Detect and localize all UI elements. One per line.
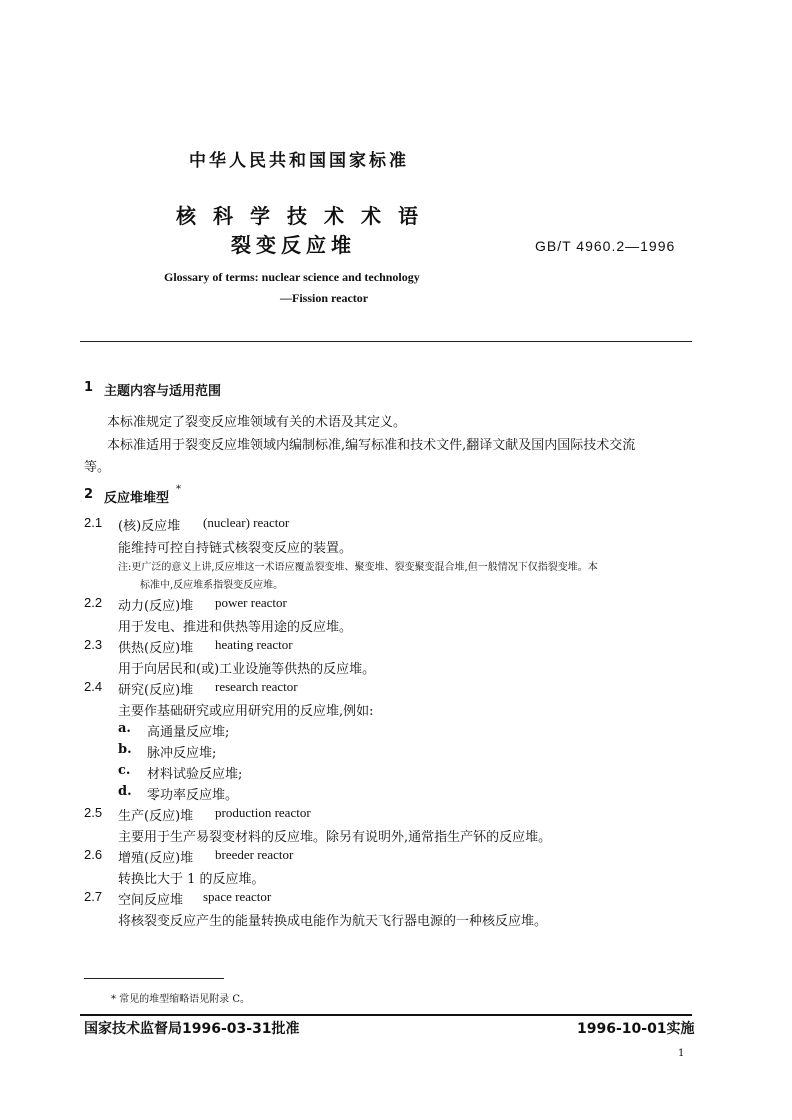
term-english: space reactor	[203, 889, 272, 904]
list-item-label: d.	[118, 784, 132, 799]
term-number: 2.7	[84, 889, 103, 904]
header-divider	[80, 341, 692, 342]
footer-divider	[80, 1014, 692, 1016]
term-name: 增殖(反应)堆	[118, 851, 194, 866]
term-number: 2.5	[84, 805, 103, 820]
national-standard-heading: 中华人民共和国国家标准	[189, 151, 409, 171]
section-1-heading: 主题内容与适用范围	[104, 384, 222, 399]
term-definition: 能维持可控自持链式核裂变反应的装置。	[118, 541, 353, 556]
document-title: 核科学技术术语	[176, 204, 435, 228]
term-name: 供热(反应)堆	[118, 641, 194, 656]
term-english: (nuclear) reactor	[203, 515, 290, 530]
section-2-heading: 反应堆堆型	[104, 491, 170, 506]
section-1-paragraph: 本标准适用于裂变反应堆领域内编制标准,编写标准和技术文件,翻译文献及国内国际技术交流	[107, 438, 636, 453]
footnote-marker: *	[176, 484, 181, 495]
term-definition: 将核裂变反应产生的能量转换成电能作为航天飞行器电源的一种核反应堆。	[118, 914, 548, 929]
list-item: 脉冲反应堆;	[147, 746, 217, 761]
term-definition: 主要用于生产易裂变材料的反应堆。除另有说明外,通常指生产钚的反应堆。	[118, 830, 552, 845]
term-number: 2.4	[84, 679, 103, 694]
section-1-paragraph-continuation: 等。	[84, 460, 111, 475]
page-number: 1	[678, 1048, 685, 1059]
english-title: Glossary of terms: nuclear science and technology	[164, 270, 420, 284]
term-number: 2.3	[84, 637, 103, 652]
list-item-label: a.	[118, 721, 131, 736]
term-number: 2.2	[84, 595, 103, 610]
term-definition: 主要作基础研究或应用研究用的反应堆,例如:	[118, 704, 374, 719]
term-note: 标准中,反应堆系指裂变反应堆。	[140, 580, 284, 591]
implementation-date: 1996-10-01实施	[577, 1021, 695, 1037]
term-name: 动力(反应)堆	[118, 599, 194, 614]
term-name: (核)反应堆	[118, 519, 181, 534]
standard-code: GB/T 4960.2—1996	[535, 238, 676, 254]
term-number: 2.1	[84, 515, 103, 530]
term-name: 研究(反应)堆	[118, 683, 194, 698]
term-name: 空间反应堆	[118, 893, 184, 908]
document-subtitle: 裂变反应堆	[231, 233, 356, 257]
term-english: production reactor	[215, 805, 311, 820]
english-subtitle: —Fission reactor	[280, 291, 369, 305]
list-item-label: c.	[118, 763, 131, 778]
term-definition: 用于发电、推进和供热等用途的反应堆。	[118, 620, 353, 635]
list-item-label: b.	[118, 742, 132, 757]
term-definition: 用于向居民和(或)工业设施等供热的反应堆。	[118, 662, 376, 677]
list-item: 材料试验反应堆;	[147, 767, 243, 782]
term-note: 注:更广泛的意义上讲,反应堆这一术语应覆盖裂变堆、聚变堆、裂变聚变混合堆,但一般情况下仅指裂变堆。本	[118, 562, 598, 573]
list-item: 高通量反应堆;	[147, 725, 230, 740]
section-1-paragraph: 本标准规定了裂变反应堆领域有关的术语及其定义。	[107, 415, 407, 430]
term-english: power reactor	[215, 595, 287, 610]
footnote: * 常见的堆型缩略语见附录 C。	[111, 994, 251, 1005]
term-english: heating reactor	[215, 637, 293, 652]
list-item: 零功率反应堆。	[147, 788, 239, 803]
term-name: 生产(反应)堆	[118, 809, 194, 824]
term-number: 2.6	[84, 847, 103, 862]
term-english: breeder reactor	[215, 847, 294, 862]
section-2-number: 2	[84, 487, 94, 502]
issue-date: 国家技术监督局1996-03-31批准	[84, 1021, 300, 1037]
term-definition: 转换比大于 1 的反应堆。	[118, 872, 265, 887]
section-1-number: 1	[84, 380, 94, 395]
term-english: research reactor	[215, 679, 298, 694]
footnote-divider	[84, 978, 224, 979]
